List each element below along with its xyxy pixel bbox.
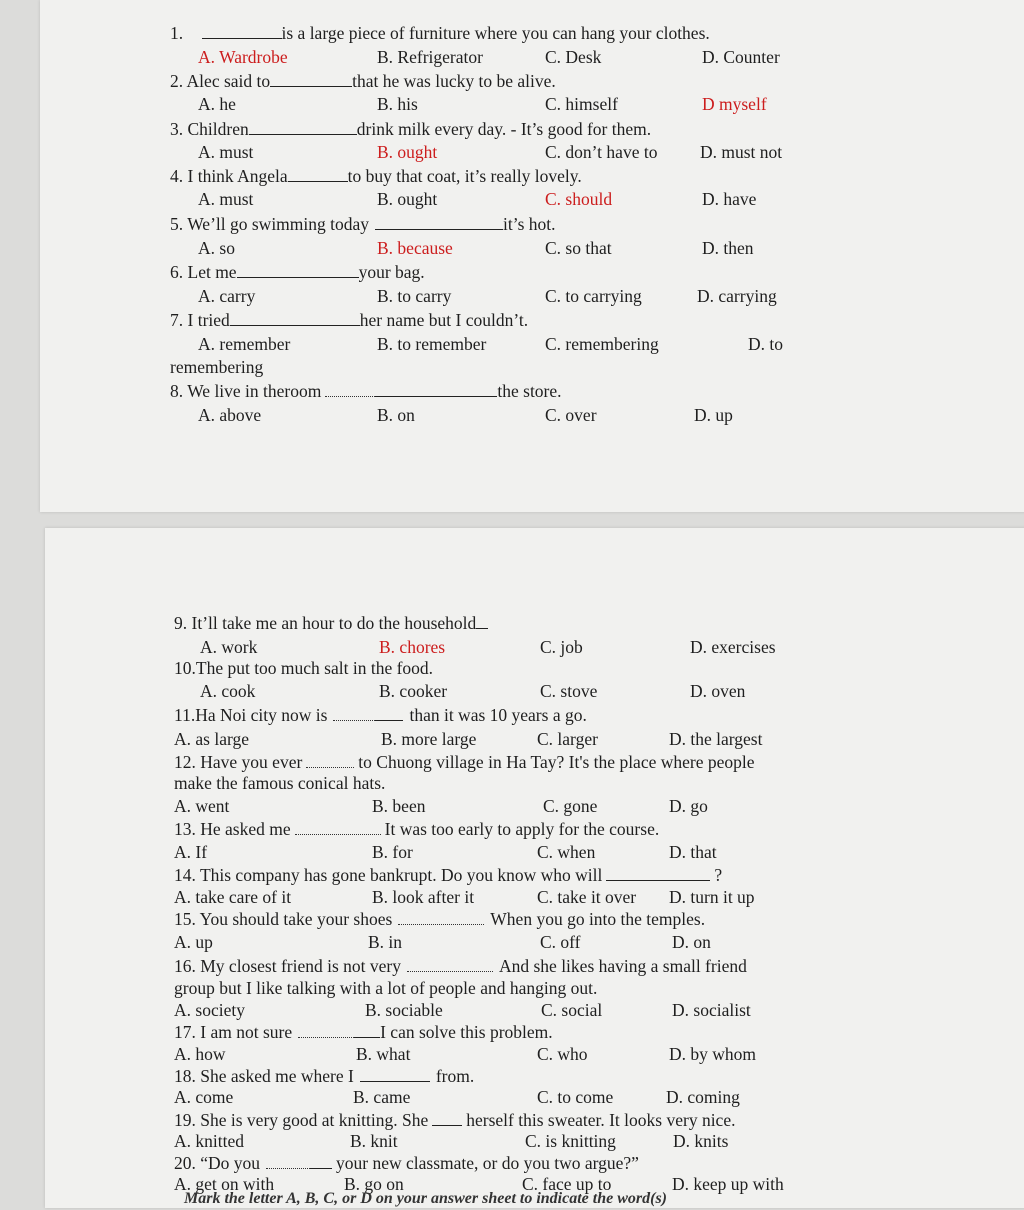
option-c: C. should xyxy=(545,189,613,209)
answer-blank xyxy=(333,705,375,721)
answer-blank xyxy=(306,752,354,768)
question-10 xyxy=(174,657,433,679)
question-number: 11. xyxy=(174,705,196,725)
question-text: is a large piece of furniture where you can hang your clothes. xyxy=(281,23,710,43)
option-a: A. as large xyxy=(174,729,249,749)
option-c: C. social xyxy=(541,1000,603,1020)
question-14 xyxy=(174,864,722,886)
answer-blank xyxy=(202,22,282,39)
question-9 xyxy=(174,612,488,634)
answer-blank xyxy=(375,213,503,230)
option-d: D. turn it up xyxy=(669,887,755,907)
option-c: C. to come xyxy=(537,1087,614,1107)
question-text-after: your new classmate, or do you two argue?” xyxy=(336,1153,639,1173)
option-b: B. sociable xyxy=(365,1000,443,1020)
question-number: 19. xyxy=(174,1110,196,1130)
question-16 xyxy=(174,955,747,977)
option-c: C. don’t have to xyxy=(545,142,658,162)
option-d: D myself xyxy=(702,94,767,114)
answer-blank-line xyxy=(310,1152,332,1169)
option-c: C. himself xyxy=(545,94,618,114)
question-number: 1. xyxy=(170,23,184,43)
option-b: B. because xyxy=(377,238,453,258)
question-number: 17. xyxy=(174,1022,196,1042)
option-d: D. keep up with xyxy=(672,1174,784,1194)
option-d: D. have xyxy=(702,189,757,209)
option-b: B. on xyxy=(377,405,415,425)
answer-blank-line xyxy=(354,1021,380,1038)
question-5 xyxy=(170,213,556,235)
question-text-before: Let me xyxy=(187,262,237,282)
question-text-before: My closest friend is not very xyxy=(200,956,401,976)
question-8 xyxy=(170,380,562,402)
question-text-after: And she likes having a small friend xyxy=(498,956,747,976)
option-a: A. take care of it xyxy=(174,887,292,907)
option-a: A. remember xyxy=(198,334,291,354)
option-d: D. exercises xyxy=(690,637,776,657)
question-text-before: I tried xyxy=(187,310,230,330)
option-d-wrap: remembering xyxy=(170,357,264,377)
question-text-after: from. xyxy=(435,1066,475,1086)
option-b: B. for xyxy=(372,842,413,862)
question-text-before: You should take your shoes xyxy=(199,909,393,929)
answer-blank xyxy=(230,309,360,326)
question-text-after: to Chuong village in Ha Tay? It's the place where people xyxy=(358,752,755,772)
option-d: D. carrying xyxy=(697,286,777,306)
option-b: B. what xyxy=(356,1044,411,1064)
question-1 xyxy=(170,22,710,44)
option-c: C. so that xyxy=(545,238,612,258)
question-text-before: I am not sure xyxy=(200,1022,293,1042)
option-c: C. Desk xyxy=(545,47,602,67)
option-d: D. on xyxy=(672,932,711,952)
question-number: 5. xyxy=(170,214,184,234)
option-a: A. he xyxy=(198,94,236,114)
option-b: B. ought xyxy=(377,189,438,209)
option-a: A. so xyxy=(198,238,235,258)
question-number: 8. xyxy=(170,381,184,401)
option-c: C. over xyxy=(545,405,597,425)
question-12 xyxy=(174,751,755,773)
option-c: C. stove xyxy=(540,681,598,701)
option-b: B. Refrigerator xyxy=(377,47,483,67)
question-17 xyxy=(174,1021,553,1043)
question-text-after: I can solve this problem. xyxy=(380,1022,553,1042)
option-a: A. how xyxy=(174,1044,226,1064)
option-d: D. coming xyxy=(666,1087,740,1107)
question-2 xyxy=(170,70,556,92)
option-d: D. to xyxy=(748,334,783,354)
question-text-before: Children xyxy=(187,119,249,139)
option-d: D. the largest xyxy=(669,729,763,749)
answer-blank xyxy=(476,612,488,629)
question-3 xyxy=(170,118,651,140)
question-11 xyxy=(174,704,587,726)
option-b: B. in xyxy=(368,932,403,952)
question-text-before: She asked me where I xyxy=(200,1066,354,1086)
option-b: B. chores xyxy=(379,637,446,657)
option-b: B. go on xyxy=(344,1174,404,1194)
question-text-after: her name but I couldn’t. xyxy=(359,310,529,330)
question-number: 6. xyxy=(170,262,184,282)
answer-blank-line xyxy=(375,704,403,721)
answer-blank-line xyxy=(375,380,497,397)
question-12-line2: make the famous conical hats. xyxy=(174,773,386,793)
option-b: B. to remember xyxy=(377,334,487,354)
question-20 xyxy=(174,1152,639,1174)
question-19 xyxy=(174,1109,735,1131)
question-text-after: herself this sweater. It looks very nice. xyxy=(466,1110,736,1130)
question-number: 2. xyxy=(170,71,184,91)
question-number: 16. xyxy=(174,956,196,976)
question-text-after: to buy that coat, it’s really lovely. xyxy=(347,166,582,186)
answer-blank xyxy=(606,864,710,881)
question-number: 10. xyxy=(174,658,196,678)
option-b: B. knit xyxy=(350,1131,398,1151)
option-d: D. that xyxy=(669,842,717,862)
option-b: B. been xyxy=(372,796,426,816)
option-a: A. must xyxy=(198,142,254,162)
option-c: C. gone xyxy=(543,796,598,816)
option-d: D. go xyxy=(669,796,708,816)
question-text-after: the store. xyxy=(497,381,562,401)
section-instruction: Mark the letter A, B, C, or D on your answer sheet to indicate the word(s) xyxy=(184,1190,667,1207)
answer-blank xyxy=(237,261,359,278)
option-b: B. ought xyxy=(377,142,438,162)
question-15 xyxy=(174,908,705,930)
option-d: D. then xyxy=(702,238,754,258)
question-text-after: than it was 10 years a go. xyxy=(409,705,587,725)
answer-blank xyxy=(360,1065,430,1082)
question-text-before: Ha Noi city now is xyxy=(195,705,328,725)
option-c: C. off xyxy=(540,932,581,952)
question-text-before: I think Angela xyxy=(187,166,288,186)
option-d: D. by whom xyxy=(669,1044,757,1064)
question-text-before: She is very good at knitting. She xyxy=(200,1110,429,1130)
question-number: 13. xyxy=(174,819,196,839)
answer-blank xyxy=(298,1022,354,1038)
question-text-after: When you go into the temples. xyxy=(490,909,706,929)
question-6 xyxy=(170,261,425,283)
question-number: 7. xyxy=(170,310,184,330)
option-d: D. knits xyxy=(673,1131,729,1151)
question-text-before: Have you ever xyxy=(200,752,303,772)
question-16-line2: group but I like talking with a lot of people and hanging out. xyxy=(174,978,598,998)
option-a: A. went xyxy=(174,796,230,816)
option-a: A. carry xyxy=(198,286,256,306)
option-a: A. up xyxy=(174,932,213,952)
question-number: 9. xyxy=(174,613,188,633)
question-number: 14. xyxy=(174,865,196,885)
option-d: D. up xyxy=(694,405,733,425)
option-a: A. work xyxy=(200,637,258,657)
option-b: B. cooker xyxy=(379,681,448,701)
answer-blank xyxy=(325,381,375,397)
answer-blank xyxy=(407,956,493,972)
question-text-after: your bag. xyxy=(358,262,425,282)
question-number: 20. xyxy=(174,1153,196,1173)
option-b: B. came xyxy=(353,1087,411,1107)
option-c: C. take it over xyxy=(537,887,637,907)
question-number: 12. xyxy=(174,752,196,772)
question-text-before: “Do you xyxy=(200,1153,261,1173)
option-a: A. get on with xyxy=(174,1174,275,1194)
option-c: C. remembering xyxy=(545,334,659,354)
question-text-before: This company has gone bankrupt. Do you know who will xyxy=(199,865,603,885)
option-b: B. his xyxy=(377,94,418,114)
question-number: 4. xyxy=(170,166,184,186)
question-7 xyxy=(170,309,528,331)
option-a: A. Wardrobe xyxy=(198,47,288,67)
option-b: B. to carry xyxy=(377,286,452,306)
answer-blank xyxy=(295,819,381,835)
option-c: C. face up to xyxy=(522,1174,612,1194)
answer-blank xyxy=(432,1109,462,1126)
question-13 xyxy=(174,818,659,840)
option-c: C. to carrying xyxy=(545,286,642,306)
option-c: C. who xyxy=(537,1044,588,1064)
option-a: A. cook xyxy=(200,681,256,701)
question-text-after: ? xyxy=(714,865,723,885)
option-b: B. more large xyxy=(381,729,477,749)
question-text-before: We’ll go swimming today xyxy=(187,214,370,234)
option-a: A. must xyxy=(198,189,254,209)
option-b: B. look after it xyxy=(372,887,475,907)
option-a: A. If xyxy=(174,842,208,862)
question-text-after: it’s hot. xyxy=(503,214,556,234)
question-text-after: It was too early to apply for the course. xyxy=(384,819,660,839)
option-c: C. when xyxy=(537,842,596,862)
option-c: C. job xyxy=(540,637,583,657)
answer-blank xyxy=(270,70,352,87)
question-text-before: Alec said to xyxy=(186,71,271,91)
option-a: A. above xyxy=(198,405,262,425)
option-a: A. come xyxy=(174,1087,234,1107)
question-text-before: We live in theroom xyxy=(187,381,322,401)
question-number: 18. xyxy=(174,1066,196,1086)
option-d: D. must not xyxy=(700,142,783,162)
option-a: A. society xyxy=(174,1000,245,1020)
question-number: 3. xyxy=(170,119,184,139)
option-d: D. oven xyxy=(690,681,746,701)
answer-blank xyxy=(398,909,484,925)
question-number: 15. xyxy=(174,909,196,929)
answer-blank xyxy=(288,165,348,182)
option-c: C. larger xyxy=(537,729,598,749)
question-text-after: that he was lucky to be alive. xyxy=(352,71,556,91)
option-d: D. Counter xyxy=(702,47,780,67)
question-text: The put too much salt in the food. xyxy=(195,658,434,678)
question-text-before: He asked me xyxy=(200,819,291,839)
answer-blank xyxy=(266,1153,310,1169)
option-c: C. is knitting xyxy=(525,1131,616,1151)
answer-blank xyxy=(249,118,357,135)
question-18 xyxy=(174,1065,474,1087)
question-text-before: It’ll take me an hour to do the household xyxy=(191,613,477,633)
question-text-after: drink milk every day. - It’s good for them. xyxy=(356,119,652,139)
option-a: A. knitted xyxy=(174,1131,244,1151)
question-4 xyxy=(170,165,582,187)
option-d: D. socialist xyxy=(672,1000,751,1020)
